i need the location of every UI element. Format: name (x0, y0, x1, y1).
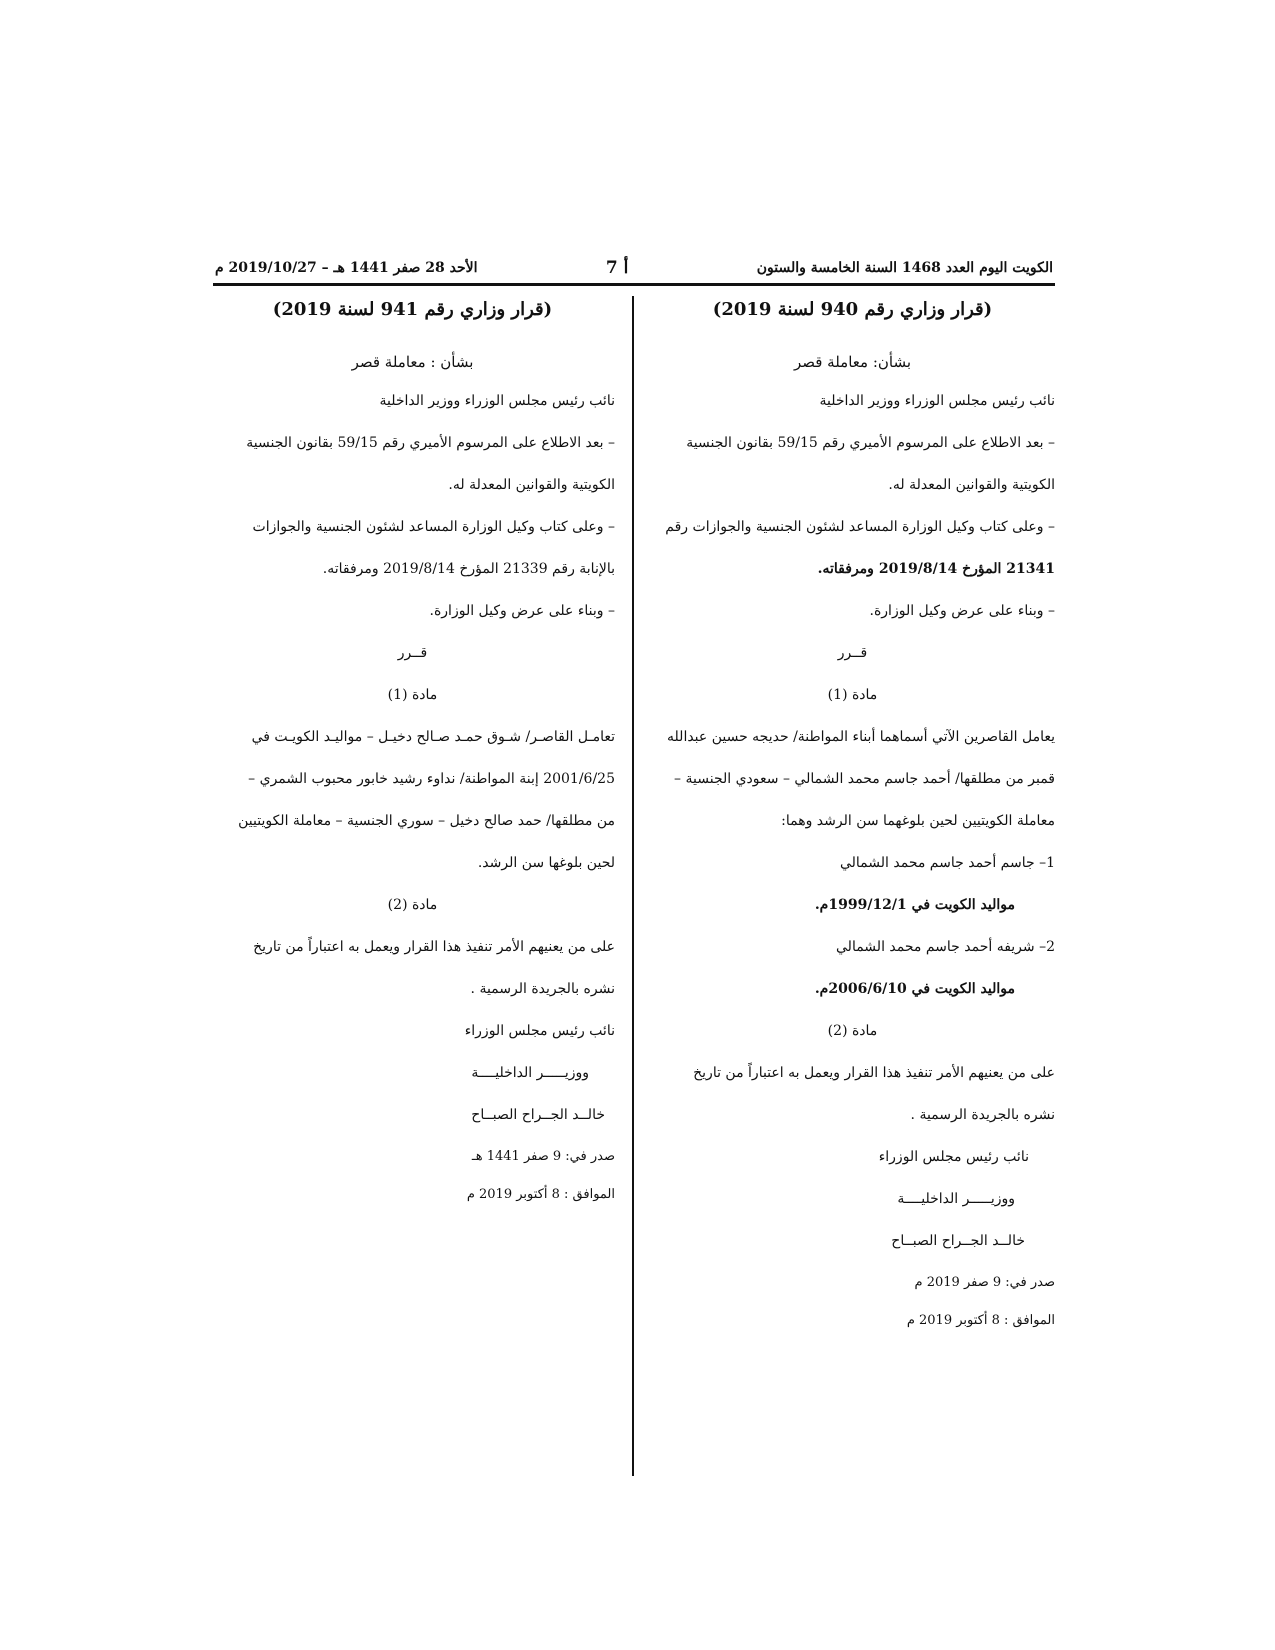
decision-940-signature-title: نائب رئيس مجلس الوزراء (878, 1149, 1029, 1165)
decision-940-article-2-line: على من يعنيهم الأمر تنفيذ هذا القرار ويعمل به اعتباراً من تاريخ (693, 1065, 1055, 1081)
decision-941-signature-name: خالــد الجــراح الصبــاح (471, 1107, 605, 1123)
decision-940-article-2: مادة (2) (827, 1023, 878, 1039)
decision-940-person-1: 1– جاسم أحمد جاسم محمد الشمالي (839, 855, 1055, 871)
decision-941-line: – بعد الاطلاع على المرسوم الأميري رقم 59/15 بقانون الجنسية (246, 435, 615, 451)
decision-941-line: بالإنابة رقم 21339 المؤرخ 2019/8/14 ومرفقاته. (322, 561, 615, 577)
decision-941-article-1-line: لحين بلوغها سن الرشد. (477, 855, 615, 871)
decision-940-signature-name: خالــد الجــراح الصبــاح (891, 1233, 1025, 1249)
decision-941-line: الكويتية والقوانين المعدلة له. (448, 477, 615, 493)
decision-940-issued-date: صدر في: 9 صفر 2019 م (914, 1275, 1055, 1290)
decision-940-line: 21341 المؤرخ 2019/8/14 ومرفقاته. (817, 561, 1055, 577)
decision-940-article-1-line: معاملة الكويتيين لحين بلوغهما سن الرشد وهما: (781, 813, 1055, 829)
decision-941-issuer: نائب رئيس مجلس الوزراء ووزير الداخلية (379, 393, 615, 409)
decision-941-article-1-line: من مطلقها/ حمد صالح دخيل – سوري الجنسية – معاملة الكويتيين (238, 813, 615, 829)
page-header (215, 256, 1053, 280)
decision-941-column (210, 300, 615, 1223)
decision-941-corresponding-date: الموافق : 8 أكتوبر 2019 م (466, 1187, 615, 1202)
decision-941-line: – وبناء على عرض وكيل الوزارة. (429, 603, 615, 619)
decision-940-line: – بعد الاطلاع على المرسوم الأميري رقم 59/15 بقانون الجنسية (686, 435, 1055, 451)
column-divider (632, 296, 634, 1476)
decision-941-signature-role: ووزيـــــر الداخليــــة (471, 1065, 589, 1081)
decision-941-line: – وعلى كتاب وكيل الوزارة المساعد لشئون الجنسية والجوازات (252, 519, 615, 535)
page-number: أ 7 (605, 258, 629, 278)
decision-941-issued-date: صدر في: 9 صفر 1441 هـ (471, 1149, 615, 1164)
decision-940-person-1-birth: مواليد الكويت في 1999/12/1م. (814, 897, 1015, 913)
decision-941-subject: بشأن : معاملة قصر (351, 353, 474, 371)
decision-940-corresponding-date: الموافق : 8 أكتوبر 2019 م (906, 1313, 1055, 1328)
decision-941-signature-title: نائب رئيس مجلس الوزراء (464, 1023, 615, 1039)
decision-941-article-2: مادة (2) (387, 897, 438, 913)
decision-940-column (650, 300, 1055, 1349)
decision-941-title: (قرار وزاري رقم 941 لسنة 2019) (272, 299, 553, 320)
decision-940-title: (قرار وزاري رقم 940 لسنة 2019) (712, 299, 993, 320)
decision-941-article-2-line: على من يعنيهم الأمر تنفيذ هذا القرار ويعمل به اعتباراً من تاريخ (253, 939, 615, 955)
issue-date: الأحد 28 صفر 1441 هـ – 2019/10/27 م (215, 260, 478, 276)
decision-941-article-2-line: نشره بالجريدة الرسمية . (470, 981, 615, 997)
decision-940-person-2: 2– شريفه أحمد جاسم محمد الشمالي (836, 939, 1055, 955)
decision-940-subject: بشأن: معاملة قصر (793, 353, 912, 371)
decision-940-line: الكويتية والقوانين المعدلة له. (888, 477, 1055, 493)
decision-940-decided: قــرر (837, 645, 868, 661)
gazette-issue-info: الكويت اليوم العدد 1468 السنة الخامسة والستون (756, 260, 1053, 276)
decision-940-article-1-line: يعامل القاصرين الآتي أسماهما أبناء المواطنة/ حديجه حسين عبدالله (667, 729, 1055, 745)
decision-941-article-1-line: 2001/6/25 إبنة المواطنة/ نداوء رشيد خابور محبوب الشمري – (248, 771, 615, 787)
decision-940-line: – وبناء على عرض وكيل الوزارة. (869, 603, 1055, 619)
decision-940-person-2-birth: مواليد الكويت في 2006/6/10م. (814, 981, 1015, 997)
decision-941-article-1-line: تعامـل القاصـر/ شـوق حمـد صـالح دخيـل – مواليـد الكويـت في (251, 729, 615, 745)
decision-940-line: – وعلى كتاب وكيل الوزارة المساعد لشئون الجنسية والجوازات رقم (665, 519, 1055, 535)
decision-940-signature-role: ووزيـــــر الداخليــــة (897, 1191, 1015, 1207)
decision-940-article-2-line: نشره بالجريدة الرسمية . (910, 1107, 1055, 1123)
decision-941-decided: قــرر (397, 645, 428, 661)
decision-940-issuer: نائب رئيس مجلس الوزراء ووزير الداخلية (819, 393, 1055, 409)
decision-941-article-1: مادة (1) (387, 687, 438, 703)
header-rule (213, 283, 1055, 286)
decision-940-article-1: مادة (1) (827, 687, 878, 703)
decision-940-article-1-line: قمبر من مطلقها/ أحمد جاسم محمد الشمالي – سعودي الجنسية – (674, 771, 1055, 787)
